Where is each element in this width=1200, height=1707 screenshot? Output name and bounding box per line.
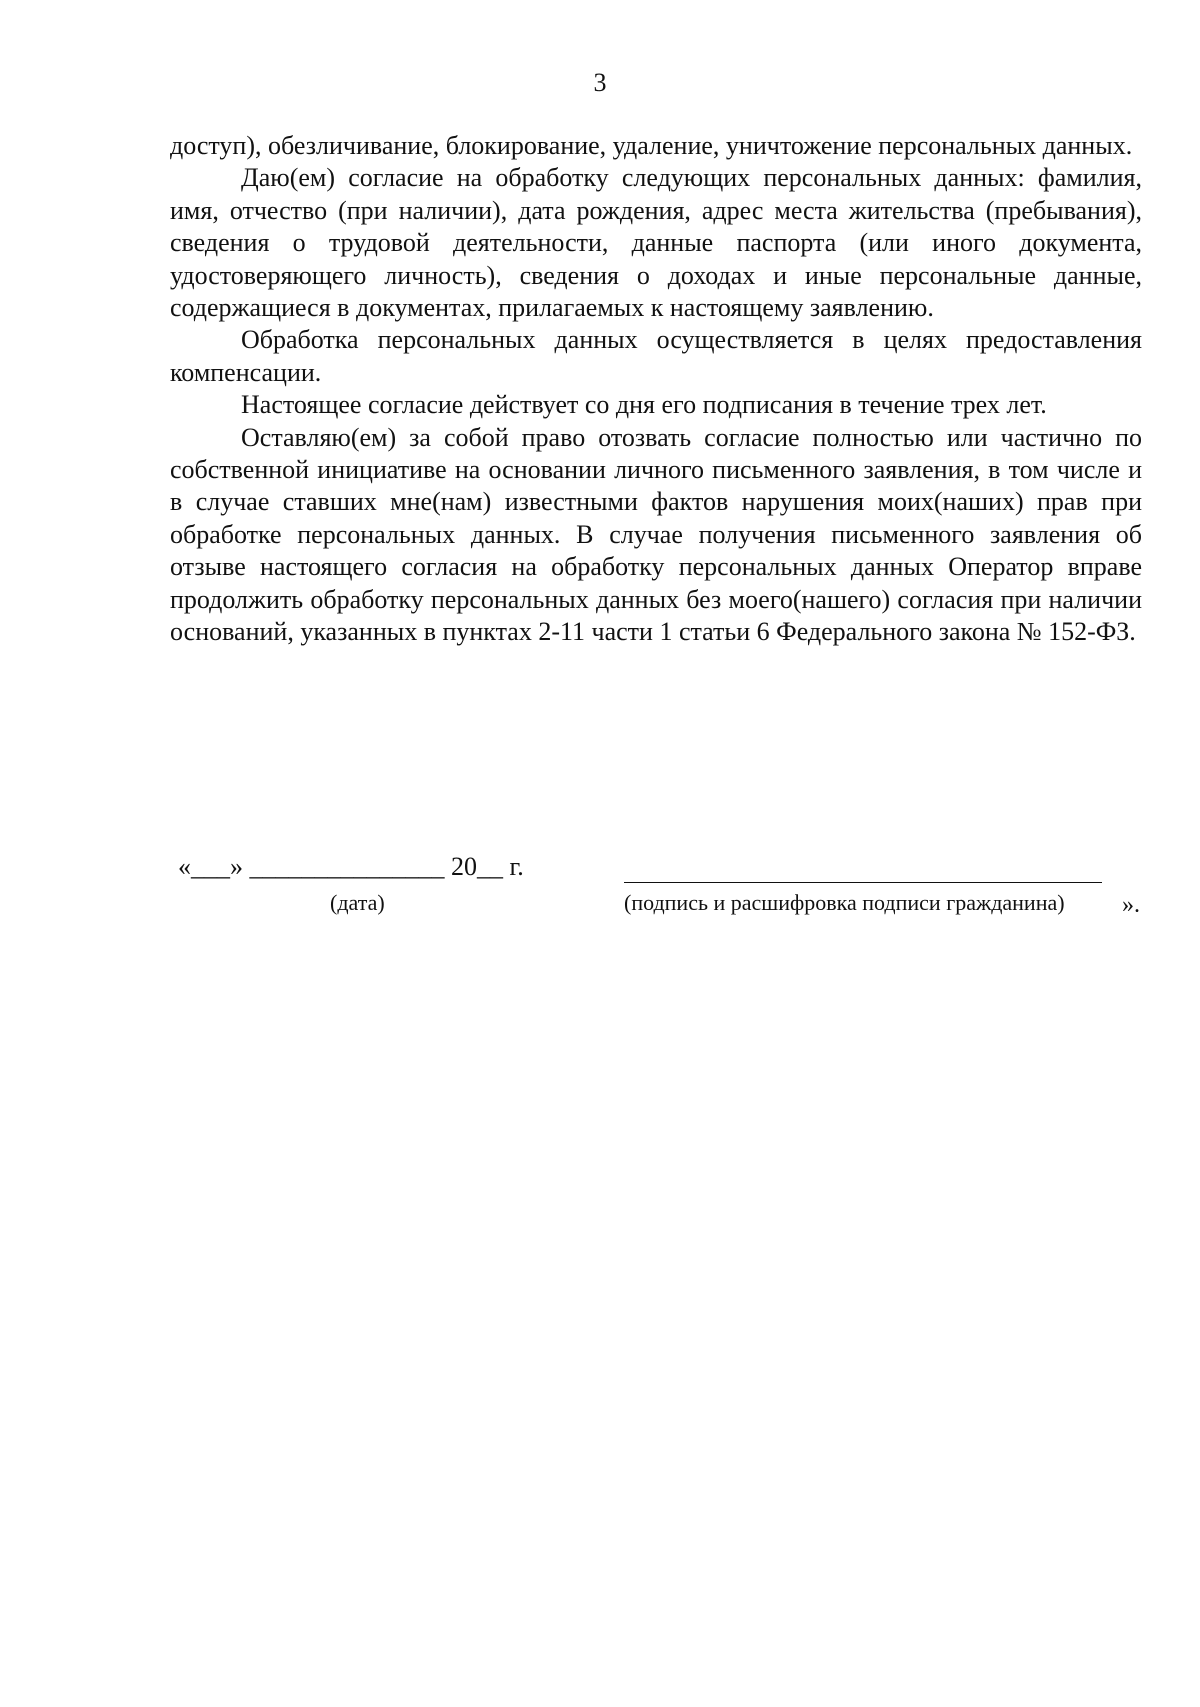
paragraph-consent-data: Даю(ем) согласие на обработку следующих персональных данных: фамилия, имя, отчество (при наличии), дата рождения, адрес места жительства (пребывания), сведения о трудовой деятельности, данные паспорта (или иного документа, удостоверяющего личность), сведения о доходах и иные персональные данные, содержащиеся в документах, прилагаемых к настоящему заявлению. xyxy=(170,163,1142,323)
date-caption: (дата) xyxy=(330,890,385,915)
paragraph-revocation: Оставляю(ем) за собой право отозвать согласие полностью или частично по собственной инициативе на основании личного письменного заявления, в том числе и в случае ставших мне(нам) известными фактов нарушения моих(наших) прав при обработке персональных данных. В случае получения письменного заявления об отзыве настоящего согласия на обработку персональных данных Оператор вправе продолжить обработку персональных данных без моего(нашего) согласия при наличии оснований, указанных в пунктах 2-11 части 1 статьи 6 Федерального закона № 152-ФЗ. xyxy=(170,422,1142,647)
paragraph-continued: доступ), обезличивание, блокирование, удаление, уничтожение персональных данных. xyxy=(170,131,1133,160)
closing-quote: ». xyxy=(1122,892,1140,918)
document-body xyxy=(170,130,1142,649)
signature-block xyxy=(0,852,1200,932)
signature-caption: (подпись и расшифровка подписи гражданина) xyxy=(624,890,1065,915)
paragraph-validity-period: Настоящее согласие действует со дня его подписания в течение трех лет. xyxy=(241,390,1047,420)
signature-line xyxy=(624,882,1102,883)
paragraph-processing-purpose: Обработка персональных данных осуществляется в целях предоставления компенсации. xyxy=(170,325,1142,387)
date-line: «___» _______________ 20__ г. xyxy=(178,852,524,881)
page-number: 3 xyxy=(593,68,607,97)
